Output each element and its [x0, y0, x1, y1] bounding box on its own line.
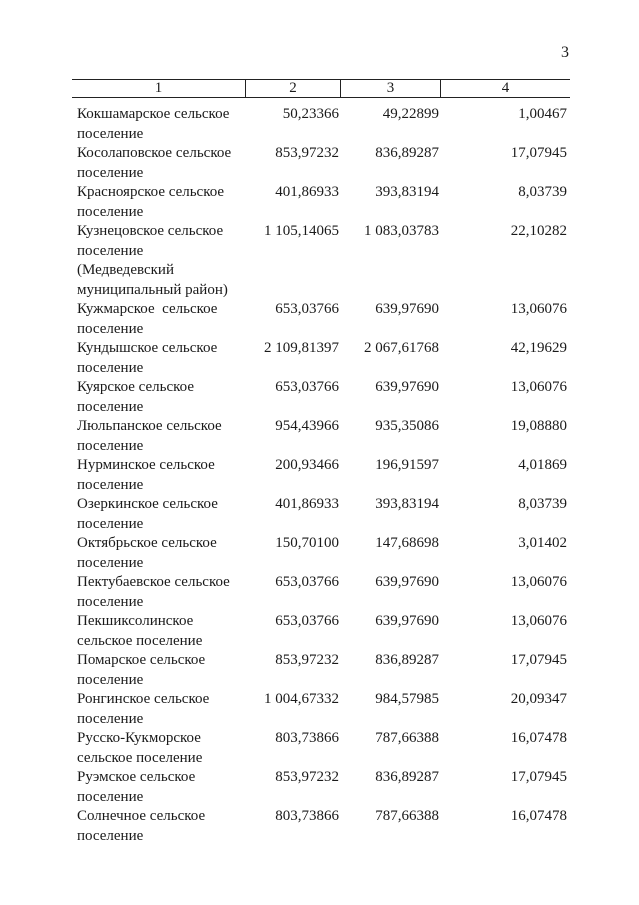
- name-line: поселение: [77, 476, 144, 493]
- settlement-name: [77, 105, 262, 144]
- value-col-3: 393,83194: [375, 184, 439, 200]
- value-col-2: 853,97232: [275, 145, 339, 161]
- value-col-4: 17,07945: [510, 145, 567, 161]
- name-line: Красноярское сельское: [77, 184, 225, 200]
- settlement-name: [77, 534, 262, 573]
- value-col-4: 16,07478: [510, 808, 567, 824]
- value-col-4: 42,19629: [510, 340, 567, 356]
- name-line: сельское поселение: [77, 749, 203, 766]
- value-col-4: 17,07945: [510, 652, 567, 668]
- name-line: поселение: [77, 437, 144, 454]
- name-line: Люльпанское сельское: [77, 418, 222, 434]
- column-header-3: 3: [386, 80, 395, 96]
- value-col-3: 639,97690: [375, 301, 439, 317]
- value-col-2: 401,86933: [275, 496, 339, 512]
- name-line: Кундышское сельское: [77, 340, 218, 356]
- name-line: поселение: [77, 554, 144, 571]
- name-line: (Медведевский: [77, 262, 174, 278]
- settlement-name: [77, 573, 262, 612]
- value-col-2: 2 109,81397: [264, 340, 339, 356]
- name-line: поселение: [77, 398, 144, 415]
- value-col-3: 196,91597: [375, 457, 439, 473]
- name-line: поселение: [77, 515, 144, 532]
- settlement-name: [77, 690, 262, 729]
- value-col-2: 853,97232: [275, 652, 339, 668]
- column-header-1: 1: [154, 80, 163, 96]
- settlement-name: [77, 729, 262, 768]
- name-line: поселение: [77, 203, 144, 220]
- settlement-name: [77, 807, 262, 846]
- value-col-3: 836,89287: [375, 769, 439, 785]
- column-header-4: 4: [501, 80, 510, 96]
- name-line: Кузнецовское сельское: [77, 223, 224, 239]
- value-col-2: 653,03766: [275, 613, 339, 629]
- value-col-4: 22,10282: [510, 223, 567, 239]
- settlement-name: [77, 417, 262, 456]
- value-col-4: 8,03739: [518, 184, 567, 200]
- name-line: Ронгинское сельское: [77, 691, 210, 707]
- name-line: Озеркинское сельское: [77, 496, 218, 512]
- settlement-name: [77, 495, 262, 534]
- value-col-2: 150,70100: [275, 535, 339, 551]
- value-col-4: 3,01402: [518, 535, 567, 551]
- name-line: Руэмское сельское: [77, 769, 196, 785]
- name-line: Помарское сельское: [77, 652, 206, 668]
- value-col-3: 393,83194: [375, 496, 439, 512]
- name-line: Куярское сельское: [77, 379, 195, 395]
- settlement-name: [77, 456, 262, 495]
- value-col-4: 13,06076: [510, 301, 567, 317]
- value-col-4: 8,03739: [518, 496, 567, 512]
- settlement-name: [77, 378, 262, 417]
- value-col-3: 639,97690: [375, 613, 439, 629]
- value-col-4: 13,06076: [510, 613, 567, 629]
- header-bottom-rule: [72, 97, 570, 98]
- value-col-2: 200,93466: [275, 457, 339, 473]
- value-col-3: 639,97690: [375, 574, 439, 590]
- name-line: Солнечное сельское: [77, 808, 206, 824]
- value-col-3: 49,22899: [382, 106, 439, 122]
- name-line: поселение: [77, 320, 144, 337]
- name-line: поселение: [77, 788, 144, 805]
- settlement-name: [77, 222, 262, 300]
- value-col-3: 836,89287: [375, 652, 439, 668]
- column-header-2: 2: [289, 80, 297, 96]
- name-line: Кужмарское сельское: [77, 301, 218, 317]
- name-line: поселение: [77, 671, 144, 688]
- value-col-3: 147,68698: [375, 535, 439, 551]
- page-number: 3: [561, 44, 569, 61]
- value-col-2: 653,03766: [275, 301, 339, 317]
- name-line: поселение: [77, 359, 144, 376]
- value-col-2: 1 004,67332: [264, 691, 339, 707]
- name-line: поселение: [77, 827, 144, 844]
- value-col-4: 13,06076: [510, 574, 567, 590]
- name-line: Русско-Кукморское: [77, 730, 201, 746]
- value-col-3: 1 083,03783: [364, 223, 439, 239]
- value-col-2: 853,97232: [275, 769, 339, 785]
- value-col-3: 2 067,61768: [364, 340, 439, 356]
- value-col-3: 935,35086: [375, 418, 439, 434]
- name-line: поселение: [77, 593, 144, 610]
- name-line: Пектубаевское сельское: [77, 574, 230, 590]
- value-col-2: 401,86933: [275, 184, 339, 200]
- value-col-2: 803,73866: [275, 808, 339, 824]
- value-col-2: 1 105,14065: [264, 223, 339, 239]
- value-col-2: 653,03766: [275, 379, 339, 395]
- value-col-2: 50,23366: [282, 106, 339, 122]
- name-line: поселение: [77, 710, 144, 727]
- name-line: поселение: [77, 164, 144, 181]
- value-col-4: 16,07478: [510, 730, 567, 746]
- value-col-2: 803,73866: [275, 730, 339, 746]
- settlement-name: [77, 651, 262, 690]
- settlement-name: [77, 183, 262, 222]
- value-col-2: 653,03766: [275, 574, 339, 590]
- settlement-name: [77, 612, 262, 651]
- name-line: поселение: [77, 242, 144, 259]
- value-col-4: 13,06076: [510, 379, 567, 395]
- settlement-name: [77, 339, 262, 378]
- value-col-4: 20,09347: [510, 691, 567, 707]
- name-line: Пекшиксолинское: [77, 613, 194, 629]
- value-col-3: 787,66388: [375, 730, 439, 746]
- settlement-name: [77, 144, 262, 183]
- name-line: сельское поселение: [77, 632, 203, 649]
- name-line: Кокшамарское сельское: [77, 106, 230, 122]
- name-line: поселение: [77, 125, 144, 142]
- name-line: Нурминское сельское: [77, 457, 215, 473]
- settlement-name: [77, 300, 262, 339]
- name-line: Косолаповское сельское: [77, 145, 232, 161]
- name-line: муниципальный район): [77, 281, 228, 298]
- value-col-3: 984,57985: [375, 691, 439, 707]
- value-col-3: 639,97690: [375, 379, 439, 395]
- name-line: Октябрьское сельское: [77, 535, 217, 551]
- settlement-name: [77, 768, 262, 807]
- value-col-3: 787,66388: [375, 808, 439, 824]
- value-col-4: 19,08880: [510, 418, 567, 434]
- value-col-4: 4,01869: [518, 457, 567, 473]
- value-col-3: 836,89287: [375, 145, 439, 161]
- value-col-2: 954,43966: [275, 418, 339, 434]
- value-col-4: 1,00467: [518, 106, 567, 122]
- value-col-4: 17,07945: [510, 769, 567, 785]
